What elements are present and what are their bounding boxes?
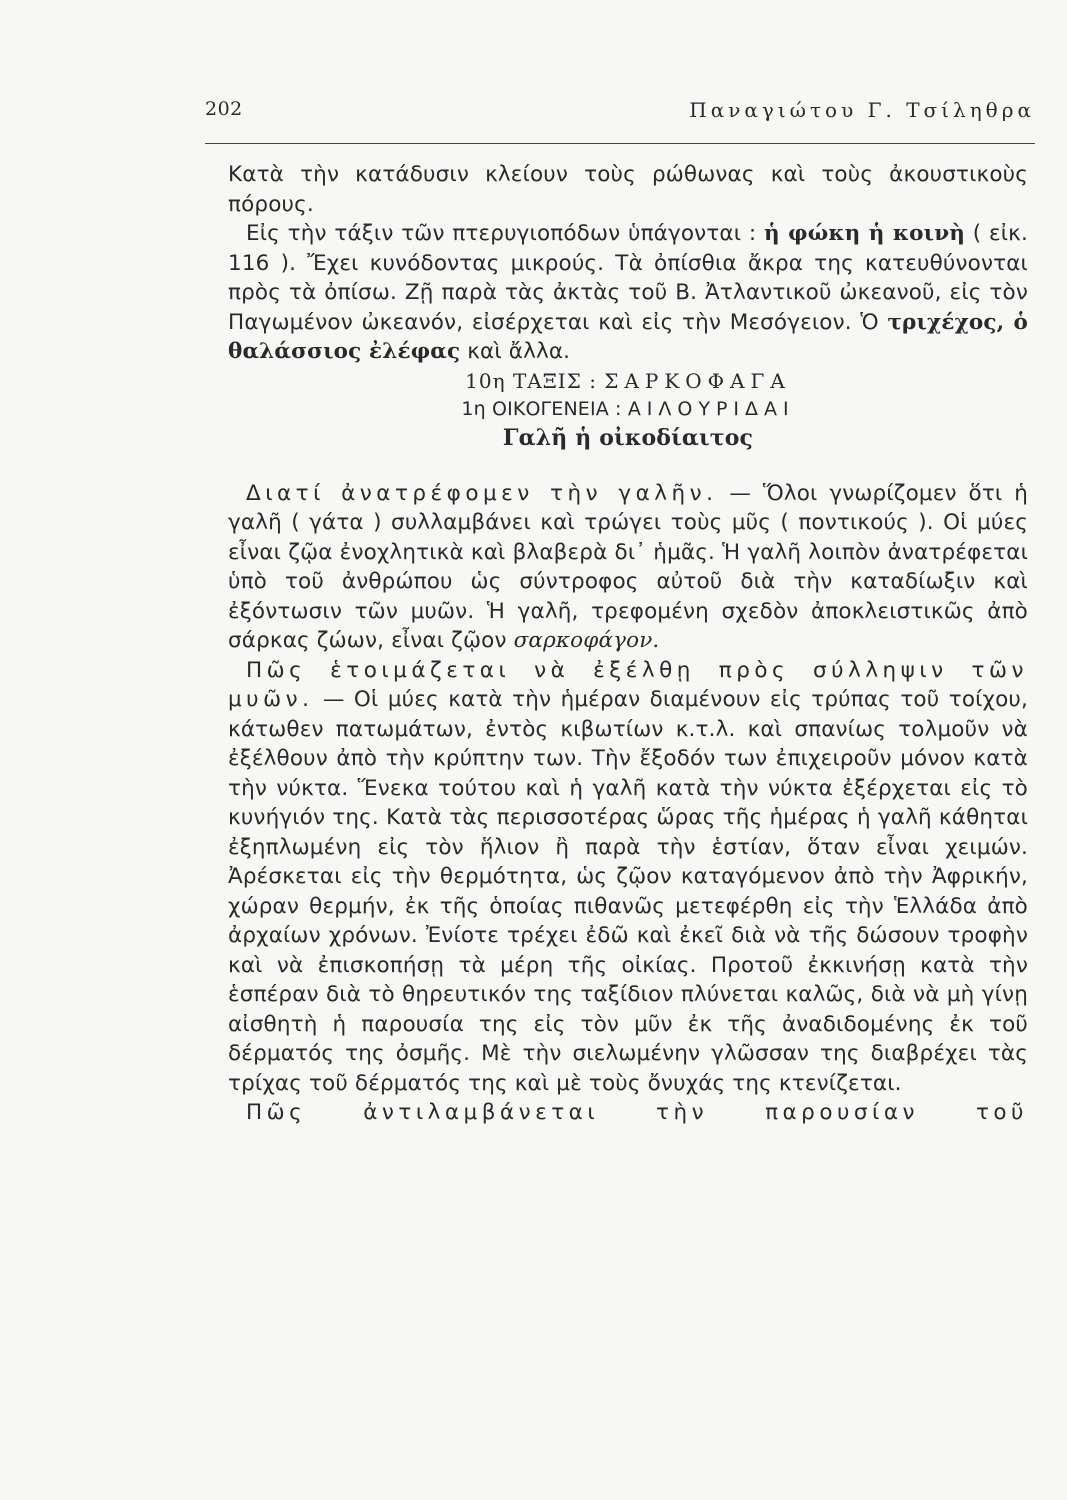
section-3-title: Πῶς ἀντιλαμβάνεται τὴν παρουσίαν τοῦ — [246, 1100, 1028, 1125]
paragraph-section-2 — [228, 656, 1028, 1099]
family-heading — [228, 395, 1028, 423]
bold-term-common-seal: ἡ φώκη ἡ κοινὴ — [763, 221, 966, 246]
intro-text-1: Κατὰ τὴν κατάδυσιν κλείουν τοὺς ρώθωνας καὶ τοὺς ἀκουστικοὺς πόρους. — [228, 162, 1028, 217]
paragraph-intro-1 — [228, 160, 1028, 219]
paragraph-section-1 — [228, 479, 1028, 656]
paragraph-section-3 — [228, 1098, 1028, 1128]
body-text — [228, 160, 1028, 1128]
intro-text-2b: ( εἰκ. 116 ). Ἔχει κυνόδοντας μικρούς. Τὰ ὀπίσθια ἄκρα της κατευθύνονται πρὸς τὰ ὀπίσω. Ζῇ παρὰ τὰς ἀκτὰς τοῦ Β. Ἀτλαντικοῦ ὠκεανοῦ, εἰς τὸν Παγωμένον ὠκεανόν, εἰσέρχεται καὶ εἰς τὴν Μεσόγειον. Ὁ — [228, 221, 1028, 335]
section-2-title: Πῶς ἑτοιμάζεται νὰ ἐξέλθῃ πρὸς σύλληψιν τῶν μυῶν. — [228, 657, 1028, 712]
page-number: 202 — [205, 98, 243, 120]
section-1-title: Διατί ἀνατρέφομεν τὴν γαλῆν. — [246, 480, 718, 506]
order-prefix: 10η ΤΑΞΙΣ : — [465, 368, 597, 393]
intro-text-2a: Εἰς τὴν τάξιν τῶν πτερυγιοπόδων ὑπάγονται : — [246, 221, 757, 246]
order-name: ΣΑΡΚΟΦΑΓΑ — [604, 368, 791, 393]
running-header — [205, 96, 1035, 130]
family-name: ΑΙΛΟΥΡΙΔΑΙ — [627, 397, 795, 420]
section-2-text: — Οἱ μύες κατὰ τὴν ἡμέραν διαμένουν εἰς τρύπας τοῦ τοίχου, κάτωθεν πατωμάτων, ἐντὸς κιβωτίων κ.τ.λ. καὶ σπανίως τολμοῦν νὰ ἐξέλθουν ἀπὸ τὴν κρύπτην των. Τὴν ἔξοδόν των ἐπιχειροῦν μόνον κατὰ τὴν νύκτα. Ἕνεκα τούτου καὶ ἡ γαλῆ κατὰ τὴν νύκτα ἐξέρχεται εἰς τὸ κυνήγιόν της. Κατὰ τὰς περισσοτέρας ὥρας τῆς ἡμέρας ἡ γαλῆ κάθηται ἐξηπλωμένη εἰς τὸν ἥλιον ἢ παρὰ τὴν ἑστίαν, ὅταν εἶναι χειμών. Ἀρέσκεται εἰς τὴν θερμότητα, ὡς ζῷον καταγόμενον ἀπὸ τὴν Ἀφρικήν, χώραν θερμήν, ἐκ τῆς ὁποίας πιθανῶς μετεφέρθη εἰς τὴν Ἑλλάδα ἀπὸ ἀρχαίων χρόνων. Ἐνίοτε τρέχει ἐδῶ καὶ ἐκεῖ διὰ νὰ τῆς δώσουν τροφὴν καὶ νὰ ἐπισκοπήσῃ τὰ μέρη τῆς οἰκίας. Προτοῦ ἐκκινήσῃ κατὰ τὴν ἑσπέραν διὰ τὸ θηρευτικόν της ταξίδιον πλύνεται καλῶς, διὰ νὰ μὴ γίνῃ αἰσθητὴ ἡ παρουσία της εἰς τὸν μῦν ἐκ τῆς ἀναδιδομένης ἐκ τοῦ δέρματός της ὀσμῆς. Μὲ τὴν σιελωμένην γλῶσσαν της διαβρέχει τὰς τρίχας τοῦ δέρματός της καὶ μὲ τοὺς ὄνυχάς της κτενίζεται. — [228, 687, 1029, 1096]
paragraph-intro-2 — [228, 219, 1028, 367]
section-1-text: — Ὅλοι γνωρίζομεν ὅτι ἡ γαλῆ ( γάτα ) συλλαμβάνει καὶ τρώγει τοὺς μῦς ( ποντικούς ). Οἱ μύες εἶναι ζῷα ἐνοχλητικὰ καὶ βλαβερὰ δι᾽ ἡμᾶς. Ἡ γαλῆ λοιπὸν ἀνατρέφεται ὑπὸ τοῦ ἀνθρώπου ὡς σύντροφος αὐτοῦ διὰ τὴν καταδίωξιν καὶ ἐξόντωσιν τῶν μυῶν. Ἡ γαλῆ, τρεφομένη σχεδὸν ἀποκλειστικῶς ἀπὸ σάρκας ζώων, εἶναι ζῷον — [228, 480, 1028, 653]
order-heading — [228, 367, 1028, 395]
intro-text-2c: καὶ ἄλλα. — [467, 339, 571, 364]
running-title: Παναγιώτου Γ. Τσίληθρα — [689, 98, 1035, 122]
family-prefix: 1η ΟΙΚΟΓΕΝΕΙΑ : — [461, 397, 622, 420]
section-1-italic-term: σαρκοφάγον. — [513, 628, 660, 653]
header-rule — [205, 143, 1035, 144]
bold-term-walrus-elephant-seal: τριχέχος, ὁ θαλάσσιος ἐλέφας — [228, 309, 1029, 364]
species-heading: Γαλῆ ἡ οἰκοδίαιτος — [502, 424, 754, 451]
